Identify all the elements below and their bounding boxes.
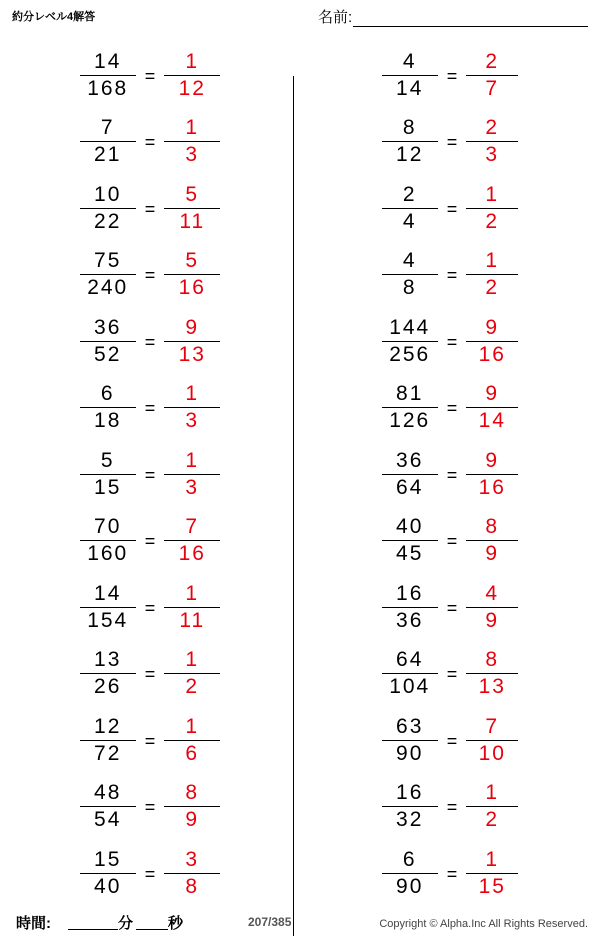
question-numerator: 40 — [396, 515, 424, 539]
answer-denominator: 12 — [178, 76, 206, 100]
answer-numerator: 9 — [485, 382, 500, 406]
question-fraction — [80, 316, 136, 367]
fraction-bar — [80, 540, 136, 541]
question-denominator: 22 — [94, 209, 122, 233]
equals-sign: = — [446, 265, 458, 286]
answer-denominator: 16 — [478, 342, 506, 366]
problem-row — [300, 375, 600, 442]
question-fraction — [80, 449, 136, 500]
question-numerator: 14 — [94, 581, 122, 605]
answer-numerator: 1 — [485, 182, 500, 206]
question-denominator: 90 — [396, 741, 424, 765]
answer-fraction — [164, 648, 220, 699]
equals-sign: = — [144, 132, 156, 153]
page-number: 207/385 — [248, 915, 292, 929]
problem-row — [300, 242, 600, 309]
question-denominator: 64 — [396, 475, 424, 499]
question-fraction — [382, 183, 438, 234]
answer-numerator: 8 — [185, 781, 200, 805]
equals-sign: = — [144, 531, 156, 552]
equals-sign: = — [144, 398, 156, 419]
answer-fraction — [466, 715, 518, 766]
fraction-bar — [382, 607, 438, 608]
fraction-bar — [80, 407, 136, 408]
question-denominator: 168 — [87, 76, 129, 100]
question-numerator: 12 — [94, 714, 122, 738]
fraction-bar — [382, 407, 438, 408]
fraction-bar — [164, 673, 220, 674]
question-denominator: 18 — [94, 409, 122, 433]
question-fraction — [382, 382, 438, 433]
question-denominator: 40 — [94, 874, 122, 898]
answer-numerator: 7 — [485, 714, 500, 738]
question-denominator: 26 — [94, 675, 122, 699]
question-numerator: 6 — [100, 382, 115, 406]
question-denominator: 12 — [396, 143, 424, 167]
fraction-bar — [80, 208, 136, 209]
answer-numerator: 1 — [485, 249, 500, 273]
equals-sign: = — [446, 65, 458, 86]
problem-row — [0, 375, 300, 442]
fraction-bar — [80, 806, 136, 807]
equals-sign: = — [446, 331, 458, 352]
fraction-bar — [164, 75, 220, 76]
problem-row — [0, 42, 300, 109]
minutes-input-line[interactable] — [68, 929, 118, 930]
question-fraction — [80, 648, 136, 699]
equals-sign: = — [144, 331, 156, 352]
equals-sign: = — [446, 863, 458, 884]
fraction-bar — [466, 75, 518, 76]
answer-numerator: 5 — [185, 182, 200, 206]
problem-row — [300, 774, 600, 841]
fraction-bar — [164, 341, 220, 342]
fraction-bar — [466, 274, 518, 275]
fraction-bar — [164, 141, 220, 142]
answer-fraction — [466, 449, 518, 500]
answer-numerator: 1 — [185, 49, 200, 73]
answer-fraction — [164, 848, 220, 899]
answer-numerator: 9 — [485, 315, 500, 339]
equals-sign: = — [144, 730, 156, 751]
fraction-bar — [164, 474, 220, 475]
question-fraction — [80, 382, 136, 433]
equals-sign: = — [144, 597, 156, 618]
problem-row — [300, 707, 600, 774]
problem-row — [0, 441, 300, 508]
equals-sign: = — [446, 730, 458, 751]
question-denominator: 36 — [396, 608, 424, 632]
answer-fraction — [466, 781, 518, 832]
question-denominator: 90 — [396, 874, 424, 898]
answer-fraction — [466, 648, 518, 699]
answer-numerator: 9 — [185, 315, 200, 339]
answer-fraction — [164, 316, 220, 367]
fraction-bar — [164, 540, 220, 541]
fraction-bar — [466, 607, 518, 608]
equals-sign: = — [144, 863, 156, 884]
equals-sign: = — [446, 797, 458, 818]
fraction-bar — [382, 673, 438, 674]
answer-denominator: 8 — [185, 874, 200, 898]
problem-row — [0, 840, 300, 907]
fraction-bar — [80, 673, 136, 674]
question-denominator: 45 — [396, 542, 424, 566]
question-denominator: 32 — [396, 808, 424, 832]
name-label: 名前: — [318, 9, 353, 26]
answer-fraction — [164, 50, 220, 101]
question-numerator: 75 — [94, 249, 122, 273]
answer-denominator: 13 — [178, 342, 206, 366]
fraction-bar — [382, 341, 438, 342]
question-denominator: 240 — [87, 276, 129, 300]
question-fraction — [382, 648, 438, 699]
equals-sign: = — [446, 531, 458, 552]
answer-numerator: 1 — [185, 116, 200, 140]
answer-fraction — [164, 183, 220, 234]
answer-denominator: 7 — [485, 76, 500, 100]
question-fraction — [80, 116, 136, 167]
equals-sign: = — [446, 398, 458, 419]
question-denominator: 154 — [87, 608, 129, 632]
seconds-input-line[interactable] — [136, 929, 168, 930]
answer-fraction — [466, 582, 518, 633]
question-numerator: 5 — [100, 448, 115, 472]
question-numerator: 15 — [94, 847, 122, 871]
fraction-bar — [466, 540, 518, 541]
question-denominator: 160 — [87, 542, 129, 566]
question-numerator: 48 — [94, 781, 122, 805]
question-denominator: 52 — [94, 342, 122, 366]
question-numerator: 8 — [402, 116, 417, 140]
answer-denominator: 3 — [485, 143, 500, 167]
question-fraction — [382, 848, 438, 899]
fraction-bar — [466, 873, 518, 874]
problem-row — [300, 441, 600, 508]
fraction-bar — [164, 740, 220, 741]
question-fraction — [382, 781, 438, 832]
problem-column-right — [300, 36, 600, 908]
fraction-bar — [164, 806, 220, 807]
fraction-bar — [382, 540, 438, 541]
question-denominator: 54 — [94, 808, 122, 832]
answer-numerator: 7 — [185, 515, 200, 539]
answer-denominator: 16 — [478, 475, 506, 499]
answer-numerator: 1 — [185, 714, 200, 738]
answer-denominator: 13 — [478, 675, 506, 699]
question-fraction — [80, 183, 136, 234]
equals-sign: = — [446, 664, 458, 685]
problem-columns — [0, 36, 600, 908]
fraction-bar — [382, 141, 438, 142]
question-numerator: 36 — [396, 448, 424, 472]
answer-fraction — [466, 848, 518, 899]
answer-fraction — [466, 116, 518, 167]
answer-denominator: 9 — [485, 542, 500, 566]
equals-sign: = — [144, 664, 156, 685]
equals-sign: = — [144, 797, 156, 818]
question-numerator: 144 — [389, 315, 431, 339]
fraction-bar — [80, 740, 136, 741]
fraction-bar — [164, 274, 220, 275]
equals-sign: = — [144, 464, 156, 485]
answer-numerator: 1 — [185, 648, 200, 672]
problem-row — [300, 109, 600, 176]
page-header — [0, 0, 600, 36]
question-fraction — [80, 249, 136, 300]
question-fraction — [80, 781, 136, 832]
question-fraction — [80, 715, 136, 766]
answer-numerator: 8 — [485, 648, 500, 672]
question-numerator: 63 — [396, 714, 424, 738]
question-fraction — [382, 582, 438, 633]
problem-row — [300, 840, 600, 907]
answer-numerator: 1 — [485, 847, 500, 871]
seconds-unit-label: 秒 — [168, 915, 184, 932]
answer-denominator: 14 — [478, 409, 506, 433]
problem-row — [0, 774, 300, 841]
question-numerator: 7 — [100, 116, 115, 140]
question-fraction — [80, 50, 136, 101]
question-numerator: 16 — [396, 781, 424, 805]
fraction-bar — [466, 673, 518, 674]
answer-fraction — [164, 515, 220, 566]
answer-fraction — [466, 515, 518, 566]
fraction-bar — [382, 208, 438, 209]
answer-denominator: 2 — [485, 808, 500, 832]
question-fraction — [80, 848, 136, 899]
fraction-bar — [382, 873, 438, 874]
question-denominator: 8 — [402, 276, 417, 300]
fraction-bar — [466, 341, 518, 342]
question-fraction — [80, 582, 136, 633]
fraction-bar — [382, 274, 438, 275]
answer-numerator: 1 — [485, 781, 500, 805]
fraction-bar — [466, 208, 518, 209]
question-fraction — [382, 515, 438, 566]
problem-row — [300, 574, 600, 641]
problem-row — [0, 308, 300, 375]
fraction-bar — [466, 407, 518, 408]
fraction-bar — [382, 75, 438, 76]
answer-numerator: 1 — [185, 581, 200, 605]
question-fraction — [382, 316, 438, 367]
answer-numerator: 2 — [485, 49, 500, 73]
fraction-bar — [466, 474, 518, 475]
answer-fraction — [466, 183, 518, 234]
equals-sign: = — [144, 265, 156, 286]
answer-denominator: 9 — [185, 808, 200, 832]
page-footer — [0, 908, 600, 942]
problem-row — [0, 109, 300, 176]
problem-row — [300, 42, 600, 109]
equals-sign: = — [446, 132, 458, 153]
column-divider — [293, 76, 294, 936]
question-denominator: 126 — [389, 409, 431, 433]
answer-fraction — [466, 382, 518, 433]
name-field-group — [318, 6, 588, 27]
problem-row — [300, 308, 600, 375]
answer-denominator: 2 — [485, 209, 500, 233]
problem-row — [300, 508, 600, 575]
fraction-bar — [80, 141, 136, 142]
fraction-bar — [164, 873, 220, 874]
fraction-bar — [466, 740, 518, 741]
answer-denominator: 16 — [178, 542, 206, 566]
question-fraction — [80, 515, 136, 566]
fraction-bar — [164, 208, 220, 209]
equals-sign: = — [446, 597, 458, 618]
fraction-bar — [466, 141, 518, 142]
question-numerator: 2 — [402, 182, 417, 206]
question-numerator: 10 — [94, 182, 122, 206]
page-title: 約分レベル4解答 — [12, 11, 96, 23]
answer-numerator: 2 — [485, 116, 500, 140]
question-numerator: 16 — [396, 581, 424, 605]
answer-numerator: 1 — [185, 448, 200, 472]
equals-sign: = — [144, 198, 156, 219]
name-input-line[interactable] — [353, 9, 588, 27]
answer-denominator: 2 — [485, 276, 500, 300]
question-denominator: 15 — [94, 475, 122, 499]
answer-numerator: 4 — [485, 581, 500, 605]
question-numerator: 64 — [396, 648, 424, 672]
fraction-bar — [80, 341, 136, 342]
question-denominator: 14 — [396, 76, 424, 100]
copyright-notice: Copyright © Alpha.Inc All Rights Reserved. — [379, 918, 588, 930]
question-fraction — [382, 249, 438, 300]
answer-denominator: 3 — [185, 143, 200, 167]
fraction-bar — [164, 407, 220, 408]
question-numerator: 4 — [402, 249, 417, 273]
fraction-bar — [382, 740, 438, 741]
question-denominator: 104 — [389, 675, 431, 699]
question-denominator: 4 — [402, 209, 417, 233]
question-fraction — [382, 449, 438, 500]
question-fraction — [382, 50, 438, 101]
problem-row — [300, 641, 600, 708]
equals-sign: = — [446, 464, 458, 485]
problem-row — [300, 175, 600, 242]
minutes-unit-label: 分 — [118, 915, 134, 932]
question-numerator: 6 — [402, 847, 417, 871]
question-denominator: 72 — [94, 741, 122, 765]
equals-sign: = — [144, 65, 156, 86]
answer-fraction — [466, 249, 518, 300]
fraction-bar — [164, 607, 220, 608]
answer-numerator: 3 — [185, 847, 200, 871]
equals-sign: = — [446, 198, 458, 219]
answer-denominator: 16 — [178, 276, 206, 300]
question-fraction — [382, 116, 438, 167]
answer-denominator: 11 — [179, 209, 206, 233]
question-denominator: 256 — [389, 342, 431, 366]
question-numerator: 4 — [402, 49, 417, 73]
answer-numerator: 1 — [185, 382, 200, 406]
fraction-bar — [80, 607, 136, 608]
answer-fraction — [466, 50, 518, 101]
fraction-bar — [80, 474, 136, 475]
answer-denominator: 15 — [478, 874, 506, 898]
answer-fraction — [164, 781, 220, 832]
answer-fraction — [164, 249, 220, 300]
fraction-bar — [80, 274, 136, 275]
question-fraction — [382, 715, 438, 766]
question-denominator: 21 — [94, 143, 122, 167]
problem-row — [0, 574, 300, 641]
answer-denominator: 10 — [478, 741, 506, 765]
answer-denominator: 2 — [185, 675, 200, 699]
answer-denominator: 9 — [485, 608, 500, 632]
answer-fraction — [164, 582, 220, 633]
problem-row — [0, 242, 300, 309]
answer-denominator: 3 — [185, 409, 200, 433]
time-label: 時間: — [16, 915, 51, 932]
question-numerator: 13 — [94, 648, 122, 672]
problem-row — [0, 508, 300, 575]
fraction-bar — [80, 75, 136, 76]
fraction-bar — [382, 474, 438, 475]
fraction-bar — [80, 873, 136, 874]
answer-fraction — [164, 715, 220, 766]
problem-row — [0, 641, 300, 708]
answer-fraction — [164, 382, 220, 433]
answer-fraction — [466, 316, 518, 367]
answer-fraction — [164, 116, 220, 167]
answer-denominator: 11 — [179, 608, 206, 632]
fraction-bar — [466, 806, 518, 807]
problem-column-left — [0, 36, 300, 908]
problem-row — [0, 175, 300, 242]
answer-fraction — [164, 449, 220, 500]
answer-numerator: 5 — [185, 249, 200, 273]
answer-denominator: 3 — [185, 475, 200, 499]
problem-row — [0, 707, 300, 774]
answer-denominator: 6 — [185, 741, 200, 765]
question-numerator: 81 — [396, 382, 424, 406]
question-numerator: 14 — [94, 49, 122, 73]
answer-numerator: 8 — [485, 515, 500, 539]
question-numerator: 36 — [94, 315, 122, 339]
question-numerator: 70 — [94, 515, 122, 539]
fraction-bar — [382, 806, 438, 807]
answer-numerator: 9 — [485, 448, 500, 472]
